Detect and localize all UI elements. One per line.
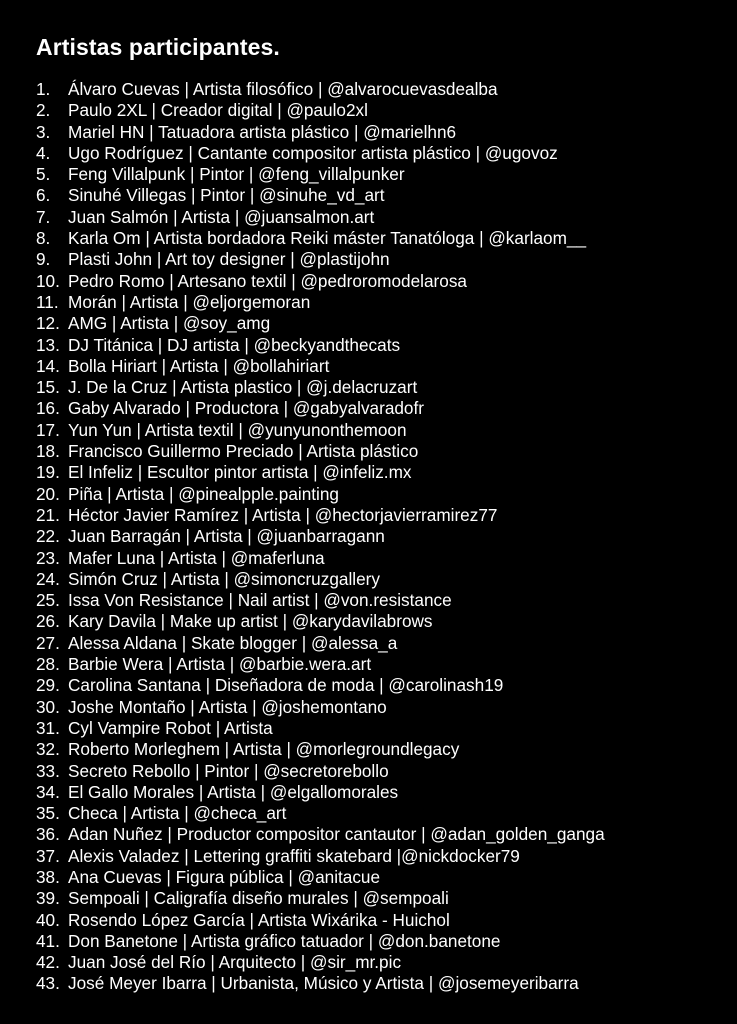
list-item-number: 27.	[36, 632, 60, 653]
list-item	[36, 505, 726, 526]
list-item	[36, 910, 726, 931]
list-item-text: Secreto Rebollo | Pintor | @secretorebollo	[68, 760, 389, 781]
list-item-number: 39.	[36, 888, 60, 909]
list-item	[36, 79, 726, 100]
list-item-text: Cyl Vampire Robot | Artista	[68, 717, 273, 738]
list-item-number: 40.	[36, 909, 60, 930]
list-item	[36, 420, 726, 441]
list-item	[36, 143, 726, 164]
list-item-text: Sempoali | Caligrafía diseño murales | @sempoali	[68, 888, 449, 909]
list-item-text: El Infeliz | Escultor pintor artista | @infeliz.mx	[68, 462, 412, 483]
list-item-text: J. De la Cruz | Artista plastico | @j.delacruzart	[68, 377, 418, 398]
list-item-number: 21.	[36, 504, 60, 525]
page-title: Artistas participantes.	[36, 34, 280, 60]
list-item-text: Issa Von Resistance | Nail artist | @von.resistance	[68, 590, 452, 611]
list-item	[36, 697, 726, 718]
list-item-text: Karla Om | Artista bordadora Reiki máster Tanatóloga | @karlaom__	[68, 228, 587, 249]
list-item-number: 38.	[36, 866, 60, 887]
list-item	[36, 249, 726, 270]
list-item	[36, 462, 726, 483]
list-item-number: 2.	[36, 100, 51, 121]
list-item	[36, 292, 726, 313]
list-item-text: Sinuhé Villegas | Pintor | @sinuhe_vd_art	[68, 185, 385, 206]
list-item-number: 41.	[36, 930, 60, 951]
list-item	[36, 377, 726, 398]
list-item	[36, 335, 726, 356]
list-item	[36, 761, 726, 782]
list-item	[36, 675, 726, 696]
list-item-number: 8.	[36, 228, 51, 249]
list-item	[36, 931, 726, 952]
list-item-text: DJ Titánica | DJ artista | @beckyandthecats	[68, 334, 401, 355]
list-item-number: 6.	[36, 185, 51, 206]
list-item-number: 4.	[36, 142, 51, 163]
list-item	[36, 548, 726, 569]
list-item	[36, 441, 726, 462]
list-item	[36, 228, 726, 249]
list-item-text: Alexis Valadez | Lettering graffiti skatebard |@nickdocker79	[68, 845, 520, 866]
list-item-text: Checa | Artista | @checa_art	[68, 803, 287, 824]
list-item-text: Mafer Luna | Artista | @maferluna	[68, 547, 325, 568]
list-item-text: Gaby Alvarado | Productora | @gabyalvaradofr	[68, 398, 424, 419]
list-item-text: José Meyer Ibarra | Urbanista, Músico y Artista | @josemeyeribarra	[68, 973, 579, 994]
list-item	[36, 633, 726, 654]
list-item-text: Barbie Wera | Artista | @barbie.wera.art	[68, 654, 372, 675]
list-item-number: 23.	[36, 547, 60, 568]
list-item	[36, 313, 726, 334]
list-item-number: 13.	[36, 334, 60, 355]
list-item-number: 28.	[36, 654, 60, 675]
list-item-number: 31.	[36, 717, 60, 738]
list-item-text: Yun Yun | Artista textil | @yunyunonthemoon	[68, 419, 407, 440]
list-item-number: 15.	[36, 377, 60, 398]
list-item	[36, 356, 726, 377]
document	[36, 33, 726, 995]
list-item	[36, 654, 726, 675]
list-item-number: 36.	[36, 824, 60, 845]
list-item-text: Morán | Artista | @eljorgemoran	[68, 291, 311, 312]
list-item	[36, 590, 726, 611]
artist-list	[36, 79, 726, 995]
list-item-text: Piña | Artista | @pinealpple.painting	[68, 483, 339, 504]
list-item-text: Adan Nuñez | Productor compositor cantautor | @adan_golden_ganga	[68, 824, 605, 845]
list-item-text: Kary Davila | Make up artist | @karydavilabrows	[68, 611, 433, 632]
list-item-text: Ana Cuevas | Figura pública | @anitacue	[68, 866, 381, 887]
list-item-number: 25.	[36, 590, 60, 611]
list-item-number: 30.	[36, 696, 60, 717]
list-item-number: 37.	[36, 845, 60, 866]
list-item-text: Rosendo López García | Artista Wixárika - Huichol	[68, 909, 450, 930]
list-item-number: 7.	[36, 206, 51, 227]
list-item	[36, 739, 726, 760]
list-item-number: 22.	[36, 526, 60, 547]
list-item	[36, 207, 726, 228]
list-item	[36, 952, 726, 973]
list-item-text: Juan Salmón | Artista | @juansalmon.art	[68, 206, 375, 227]
list-item	[36, 398, 726, 419]
list-item	[36, 122, 726, 143]
list-item	[36, 185, 726, 206]
list-item-number: 1.	[36, 79, 51, 99]
list-item	[36, 888, 726, 909]
list-item-text: Mariel HN | Tatuadora artista plástico | @marielhn6	[68, 121, 457, 142]
list-item-text: Don Banetone | Artista gráfico tatuador | @don.banetone	[68, 930, 501, 951]
list-item-text: Juan José del Río | Arquitecto | @sir_mr.pic	[68, 952, 402, 973]
list-item-text: Álvaro Cuevas | Artista filosófico | @alvarocuevasdealba	[68, 79, 498, 99]
list-item	[36, 803, 726, 824]
list-item-number: 43.	[36, 973, 60, 994]
list-item	[36, 824, 726, 845]
list-item-number: 29.	[36, 675, 60, 696]
list-item-text: Ugo Rodríguez | Cantante compositor artista plástico | @ugovoz	[68, 142, 558, 163]
list-item-text: Pedro Romo | Artesano textil | @pedroromodelarosa	[68, 270, 467, 291]
list-item-text: Simón Cruz | Artista | @simoncruzgallery	[68, 568, 380, 589]
list-item-number: 18.	[36, 441, 60, 462]
list-item-text: Carolina Santana | Diseñadora de moda | @carolinash19	[68, 675, 504, 696]
list-item-text: Francisco Guillermo Preciado | Artista plástico	[68, 441, 419, 462]
list-item-number: 3.	[36, 121, 51, 142]
list-item-number: 35.	[36, 803, 60, 824]
list-item-text: Paulo 2XL | Creador digital | @paulo2xl	[68, 100, 368, 121]
list-item	[36, 164, 726, 185]
list-item-text: Joshe Montaño | Artista | @joshemontano	[68, 696, 387, 717]
list-item-text: El Gallo Morales | Artista | @elgallomorales	[68, 781, 399, 802]
list-item	[36, 271, 726, 292]
list-item-text: Alessa Aldana | Skate blogger | @alessa_a	[68, 632, 398, 653]
list-item-text: Plasti John | Art toy designer | @plastijohn	[68, 249, 390, 270]
list-item-number: 19.	[36, 462, 60, 483]
list-item	[36, 973, 726, 994]
list-item-number: 14.	[36, 355, 60, 376]
list-item-text: Feng Villalpunk | Pintor | @feng_villalpunker	[68, 164, 405, 185]
list-item-number: 11.	[36, 291, 59, 312]
list-item	[36, 867, 726, 888]
list-item-number: 5.	[36, 164, 51, 185]
list-item-text: Bolla Hiriart | Artista | @bollahiriart	[68, 355, 330, 376]
list-item	[36, 526, 726, 547]
list-item-text: AMG | Artista | @soy_amg	[68, 313, 271, 334]
list-item-number: 32.	[36, 739, 60, 760]
list-item	[36, 718, 726, 739]
list-item-text: Juan Barragán | Artista | @juanbarragann	[68, 526, 385, 547]
list-item	[36, 782, 726, 803]
list-item-text: Héctor Javier Ramírez | Artista | @hectorjavierramirez77	[68, 504, 498, 525]
list-item	[36, 484, 726, 505]
list-item-number: 17.	[36, 419, 60, 440]
list-item-number: 42.	[36, 952, 60, 973]
list-item-number: 9.	[36, 249, 51, 270]
list-item-number: 26.	[36, 611, 60, 632]
list-item-text: Roberto Morleghem | Artista | @morlegroundlegacy	[68, 739, 460, 760]
list-item	[36, 846, 726, 867]
list-item	[36, 611, 726, 632]
list-item-number: 16.	[36, 398, 60, 419]
list-item-number: 24.	[36, 568, 60, 589]
list-item-number: 12.	[36, 313, 60, 334]
list-item-number: 20.	[36, 483, 60, 504]
list-item	[36, 569, 726, 590]
list-item-number: 33.	[36, 760, 60, 781]
list-item-number: 10.	[36, 270, 60, 291]
list-item	[36, 100, 726, 121]
list-item-number: 34.	[36, 781, 60, 802]
